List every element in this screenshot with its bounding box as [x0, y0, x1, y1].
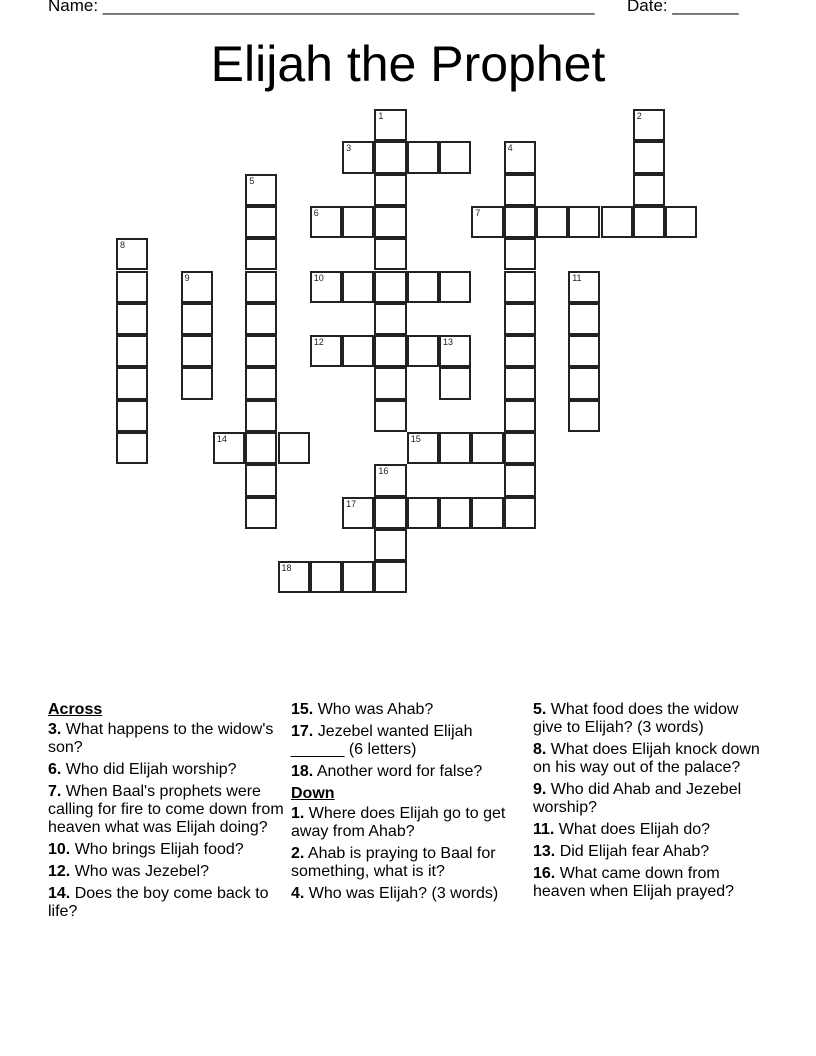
clue-text: Who was Ahab?	[313, 701, 434, 718]
clue-number: 9	[184, 272, 190, 283]
clue-number: 2	[636, 111, 642, 121]
grid-cell[interactable]	[374, 238, 406, 270]
grid-cell[interactable]	[568, 271, 600, 303]
clue-number: 8	[120, 240, 126, 251]
grid-cell[interactable]	[374, 109, 406, 141]
grid-cell[interactable]	[245, 303, 277, 335]
grid-cell[interactable]	[633, 206, 665, 238]
clue-text: Who did Elijah worship?	[61, 761, 237, 778]
clue-number: 16.	[533, 865, 556, 882]
clue-item	[291, 723, 527, 759]
grid-cell[interactable]	[116, 400, 148, 432]
grid-cell[interactable]	[310, 206, 342, 238]
clue-text: What does Elijah do?	[554, 821, 711, 838]
grid-cell[interactable]	[374, 206, 406, 238]
grid-cell[interactable]	[116, 271, 148, 303]
clue-number: 2.	[291, 845, 305, 862]
clue-number: 15.	[291, 701, 314, 718]
clue-number: 13	[443, 337, 454, 348]
clue-item	[533, 701, 763, 737]
grid-cell[interactable]	[471, 432, 503, 464]
clue-item	[291, 845, 527, 881]
clue-number: 8.	[533, 741, 547, 758]
grid-cell[interactable]	[245, 464, 277, 496]
clue-number: 6.	[48, 761, 62, 778]
clue-number: 3	[346, 143, 352, 154]
date-field[interactable]: Date: _______	[627, 0, 739, 15]
grid-cell[interactable]	[439, 141, 471, 173]
clue-item	[291, 763, 527, 781]
clue-item	[291, 885, 527, 903]
clue-number: 17	[346, 498, 357, 509]
clue-item	[48, 885, 284, 921]
grid-cell[interactable]	[504, 238, 536, 270]
grid-cell[interactable]	[633, 109, 665, 141]
page-title: Elijah the Prophet	[210, 36, 606, 92]
grid-cell[interactable]	[601, 206, 633, 238]
grid-cell[interactable]	[504, 335, 536, 367]
clue-number: 7.	[48, 783, 62, 800]
grid-cell[interactable]	[245, 497, 277, 529]
clue-text: Who was Elijah? (3 words)	[304, 885, 499, 902]
grid-cell[interactable]	[504, 400, 536, 432]
clue-number: 5	[249, 175, 255, 186]
grid-cell[interactable]	[245, 238, 277, 270]
grid-cell[interactable]	[504, 367, 536, 399]
grid-cell[interactable]	[342, 206, 374, 238]
clue-number: 14.	[48, 885, 71, 902]
grid-cell[interactable]	[181, 335, 213, 367]
clue-number: 7	[475, 207, 481, 218]
grid-cell[interactable]	[310, 561, 342, 593]
grid-cell[interactable]	[374, 400, 406, 432]
clue-text: What came down from heaven when Elijah prayed?	[533, 865, 735, 900]
clue-item	[48, 841, 284, 859]
clue-text: What does Elijah knock down on his way out of the palace?	[533, 741, 760, 776]
clue-number: 13.	[533, 843, 556, 860]
grid-cell[interactable]	[342, 335, 374, 367]
grid-cell[interactable]	[407, 497, 439, 529]
grid-cell[interactable]	[181, 367, 213, 399]
clue-text: When Baal's prophets were calling for fire to come down from heaven what was Elijah doing?	[48, 783, 284, 836]
grid-cell[interactable]	[310, 271, 342, 303]
clue-item	[48, 863, 284, 881]
clue-item	[533, 781, 763, 817]
clue-item	[48, 761, 284, 779]
grid-cell[interactable]	[342, 271, 374, 303]
grid-cell[interactable]	[374, 464, 406, 496]
clue-text: Who did Ahab and Jezebel worship?	[533, 781, 742, 816]
grid-cell[interactable]	[665, 206, 697, 238]
grid-cell[interactable]	[374, 497, 406, 529]
clue-item	[291, 805, 527, 841]
grid-cell[interactable]	[471, 497, 503, 529]
grid-cell[interactable]	[374, 367, 406, 399]
grid-cell[interactable]	[181, 303, 213, 335]
section-heading-across: Across	[48, 701, 103, 718]
grid-cell[interactable]	[568, 400, 600, 432]
clue-text: Who was Jezebel?	[70, 863, 209, 880]
clue-number: 10.	[48, 841, 71, 858]
grid-cell[interactable]	[536, 206, 568, 238]
grid-cell[interactable]	[374, 335, 406, 367]
grid-cell[interactable]	[504, 174, 536, 206]
clue-number: 14	[216, 434, 227, 444]
clue-number: 1.	[291, 805, 305, 822]
grid-cell[interactable]	[407, 271, 439, 303]
grid-cell[interactable]	[278, 432, 310, 464]
grid-cell[interactable]	[116, 335, 148, 367]
grid-cell[interactable]	[116, 367, 148, 399]
grid-cell[interactable]	[278, 561, 310, 593]
grid-cell[interactable]	[310, 335, 342, 367]
grid-cell[interactable]	[342, 497, 374, 529]
grid-cell[interactable]	[374, 529, 406, 561]
clue-column-2	[291, 701, 527, 907]
grid-cell[interactable]	[439, 367, 471, 399]
clue-column-1	[48, 701, 284, 925]
grid-cell[interactable]	[245, 432, 277, 464]
grid-cell[interactable]	[407, 141, 439, 173]
clue-number: 4	[507, 143, 513, 154]
grid-cell[interactable]	[116, 303, 148, 335]
grid-cell[interactable]	[568, 335, 600, 367]
grid-cell[interactable]	[439, 335, 471, 367]
clue-number: 18	[281, 563, 292, 574]
grid-cell[interactable]	[504, 303, 536, 335]
grid-cell[interactable]	[504, 206, 536, 238]
clue-number: 9.	[533, 781, 547, 798]
grid-cell[interactable]	[374, 271, 406, 303]
clue-column-3	[533, 701, 763, 905]
clue-text: Jezebel wanted Elijah ______ (6 letters)	[291, 723, 473, 758]
clue-number: 3.	[48, 721, 62, 738]
grid-cell[interactable]	[504, 497, 536, 529]
grid-cell[interactable]	[374, 141, 406, 173]
grid-cell[interactable]	[439, 432, 471, 464]
clue-number: 12.	[48, 863, 71, 880]
grid-cell[interactable]	[568, 367, 600, 399]
grid-cell[interactable]	[568, 206, 600, 238]
clue-number: 16	[378, 466, 389, 477]
clue-number: 5.	[533, 701, 547, 718]
grid-cell[interactable]	[213, 432, 245, 464]
grid-cell[interactable]	[504, 432, 536, 464]
grid-cell[interactable]	[374, 174, 406, 206]
grid-cell[interactable]	[568, 303, 600, 335]
clue-text: Did Elijah fear Ahab?	[555, 843, 710, 860]
clue-number: 17.	[291, 723, 314, 740]
grid-cell[interactable]	[245, 335, 277, 367]
clue-item	[533, 821, 763, 839]
grid-cell[interactable]	[374, 303, 406, 335]
clue-item	[291, 701, 527, 719]
grid-cell[interactable]	[342, 141, 374, 173]
clue-number: 10	[313, 272, 324, 283]
grid-cell[interactable]	[245, 400, 277, 432]
clue-number: 12	[313, 337, 324, 348]
clue-text: Another word for false?	[313, 763, 483, 780]
name-field[interactable]: Name: ____________________________________________________	[48, 0, 595, 15]
clue-number: 6	[313, 207, 319, 218]
grid-cell[interactable]	[181, 271, 213, 303]
clue-item	[48, 783, 284, 837]
grid-cell[interactable]	[342, 561, 374, 593]
clue-text: Where does Elijah go to get away from Ahab?	[291, 805, 506, 840]
grid-cell[interactable]	[471, 206, 503, 238]
clue-number: 18.	[291, 763, 314, 780]
grid-cell[interactable]	[633, 141, 665, 173]
clue-number: 15	[410, 434, 421, 444]
grid-cell[interactable]	[439, 271, 471, 303]
clue-number: 11.	[533, 821, 555, 838]
grid-cell[interactable]	[116, 432, 148, 464]
clue-text: What food does the widow give to Elijah? (3 words)	[533, 701, 739, 736]
clue-text: Does the boy come back to life?	[48, 885, 269, 920]
clue-item	[533, 843, 763, 861]
grid-cell[interactable]	[116, 238, 148, 270]
grid-cell[interactable]	[633, 174, 665, 206]
clue-text: Ahab is praying to Baal for something, what is it?	[291, 845, 496, 880]
grid-cell[interactable]	[504, 141, 536, 173]
clue-item	[533, 865, 763, 901]
grid-cell[interactable]	[407, 432, 439, 464]
grid-cell[interactable]	[374, 561, 406, 593]
clue-number: 11	[572, 272, 582, 283]
grid-cell[interactable]	[504, 464, 536, 496]
clue-text: Who brings Elijah food?	[70, 841, 244, 858]
grid-cell[interactable]	[245, 206, 277, 238]
clue-text: What happens to the widow's son?	[48, 721, 274, 756]
grid-cell[interactable]	[439, 497, 471, 529]
clue-item	[48, 721, 284, 757]
grid-cell[interactable]	[245, 174, 277, 206]
grid-cell[interactable]	[245, 271, 277, 303]
clue-number: 1	[378, 111, 384, 121]
grid-cell[interactable]	[407, 335, 439, 367]
grid-cell[interactable]	[504, 271, 536, 303]
section-heading-down: Down	[291, 785, 335, 802]
grid-cell[interactable]	[245, 367, 277, 399]
clue-number: 4.	[291, 885, 305, 902]
clue-item	[533, 741, 763, 777]
